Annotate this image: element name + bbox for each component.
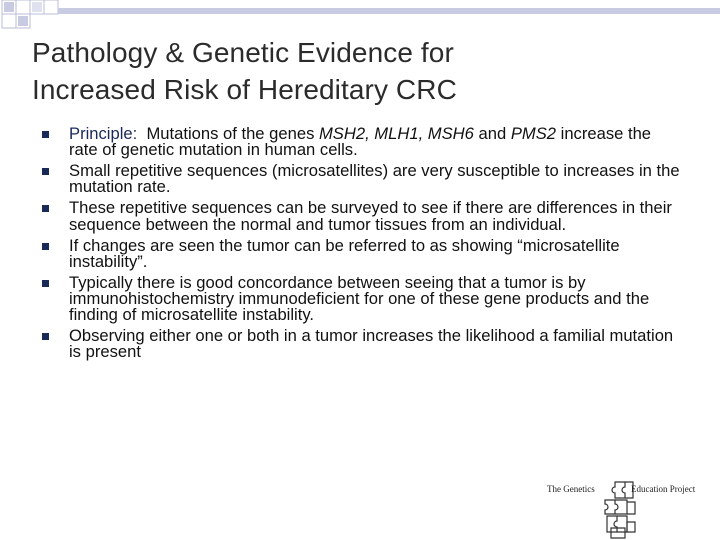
- logo-text-left: The Genetics: [547, 484, 595, 494]
- bullet-text: These repetitive sequences can be surveyed to see if there are differences in their sequence between the normal and tumor tissues from an individual.: [69, 198, 672, 234]
- bullet-text: increase the rate of genetic mutation in human cells.: [69, 124, 652, 160]
- slide-title-line-2: Increased Risk of Hereditary CRC: [32, 74, 457, 105]
- bullet-list: [40, 126, 680, 365]
- square-bullet-icon: [42, 131, 49, 138]
- list-item: [40, 272, 680, 325]
- gene-names: MSH2, MLH1, MSH6: [318, 124, 474, 143]
- bullet-text: Small repetitive sequences (microsatellites) are very susceptible to increases in the mutation rate.: [69, 161, 680, 197]
- bullet-text: Mutations of the genes: [137, 124, 319, 143]
- square-bullet-icon: [42, 168, 49, 175]
- list-item: [40, 126, 680, 158]
- list-item: [40, 163, 680, 195]
- list-item: [40, 235, 680, 271]
- gene-name-pms2: PMS2: [510, 124, 557, 143]
- bullet-text: Typically there is good concordance between seeing that a tumor is by immunohistochemistry immunodeficient for one of these gene products and the finding of microsatellite instability.: [69, 272, 650, 325]
- genetics-education-project-logo: [545, 478, 720, 540]
- slide-title-line-1: Pathology & Genetic Evidence for: [32, 37, 454, 68]
- bullet-text: Observing either one or both in a tumor increases the likelihood a familial mutation is present: [69, 326, 674, 362]
- principle-label: Principle:: [69, 124, 138, 143]
- bullet-text: and: [473, 124, 511, 143]
- list-item: [40, 200, 680, 232]
- slide-title: [32, 34, 672, 108]
- square-bullet-icon: [42, 205, 49, 212]
- square-bullet-icon: [42, 333, 49, 340]
- square-bullet-icon: [42, 280, 49, 287]
- list-item: [40, 328, 680, 360]
- bullet-text: If changes are seen the tumor can be referred to as showing “microsatellite instability”.: [69, 235, 620, 271]
- square-bullet-icon: [42, 243, 49, 250]
- logo-text-right: Education Project: [631, 484, 696, 494]
